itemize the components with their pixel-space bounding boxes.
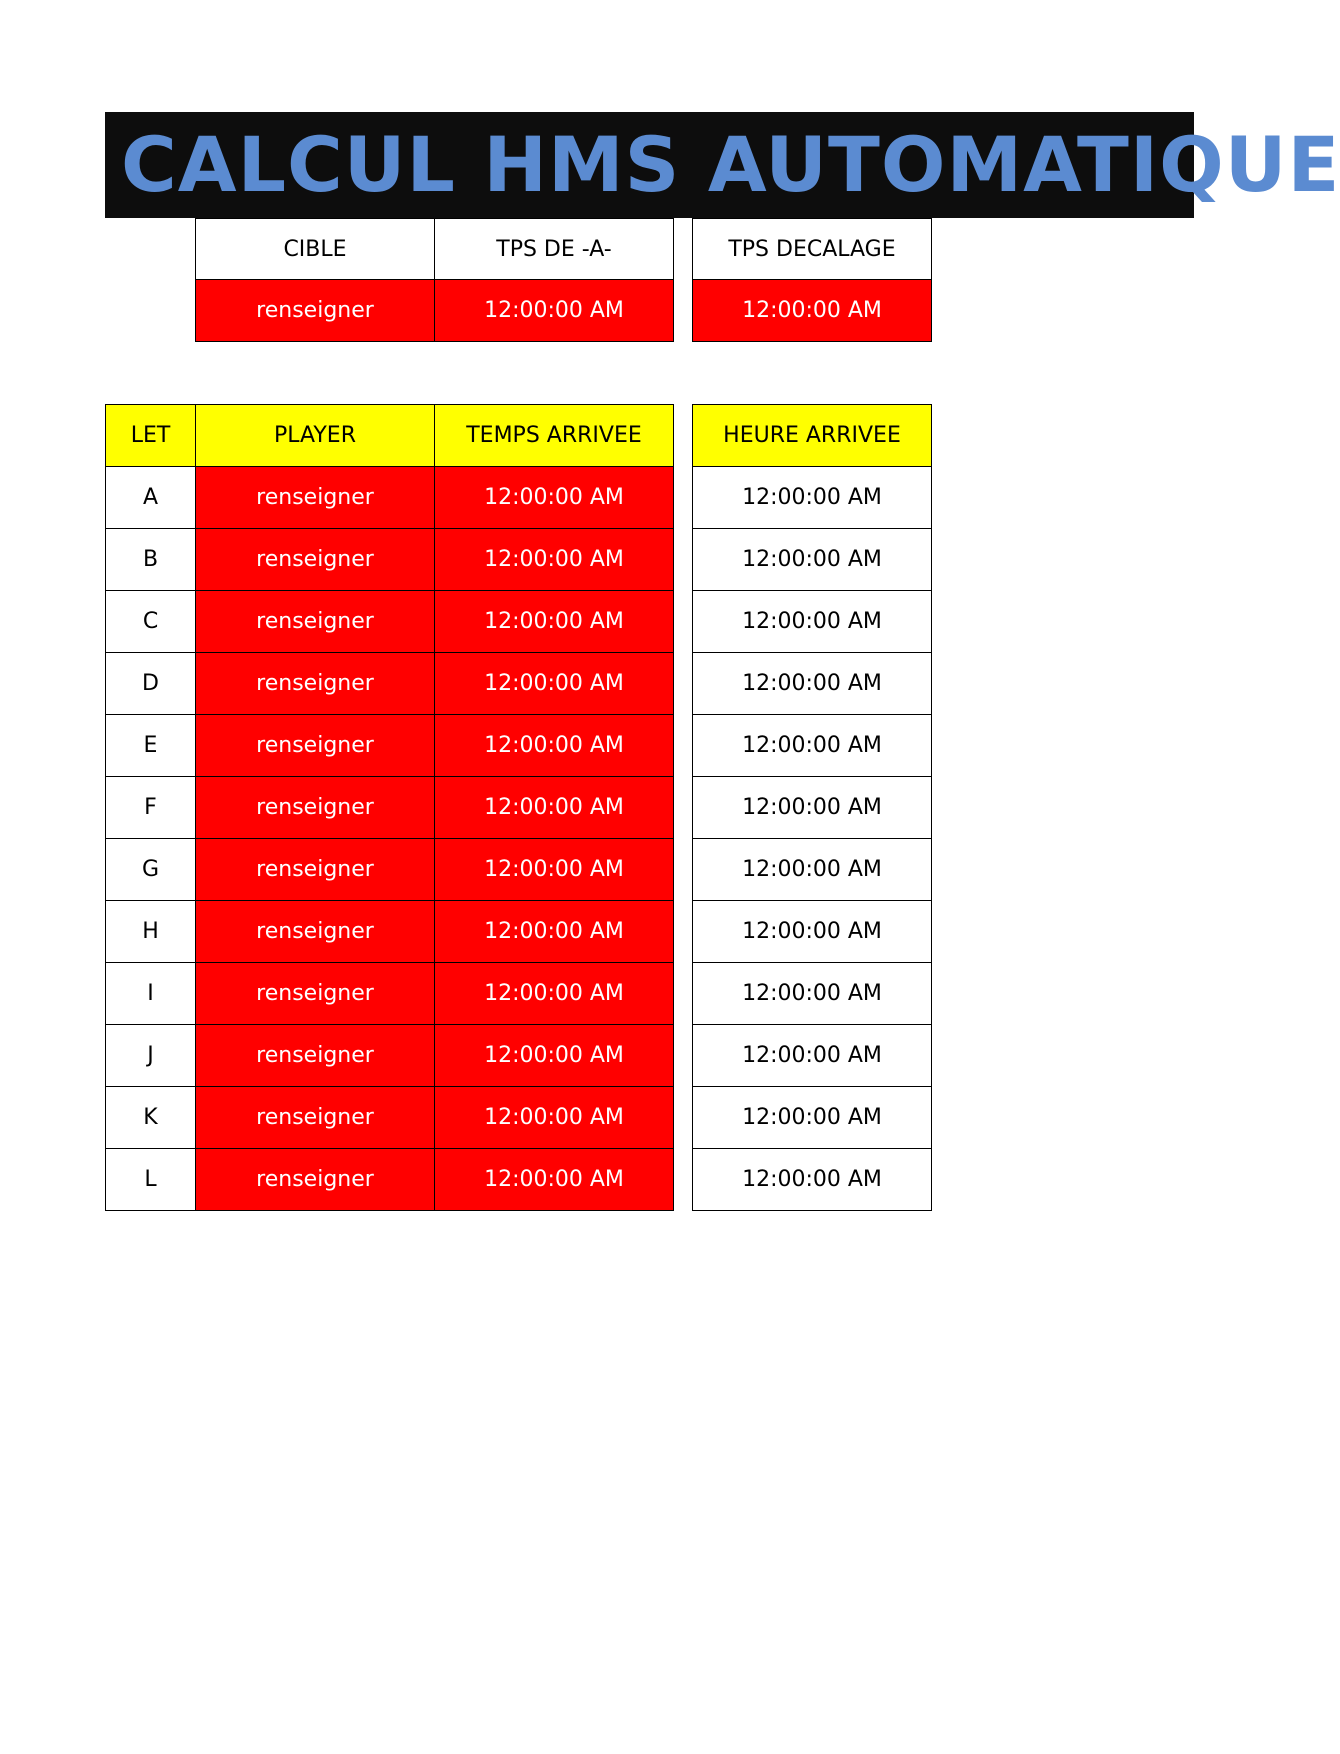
temps-arrivee-input[interactable]: 12:00:00 AM <box>434 838 674 901</box>
temps-arrivee-input[interactable]: 12:00:00 AM <box>434 528 674 591</box>
player-input[interactable]: renseigner <box>195 528 435 591</box>
temps-arrivee-input[interactable]: 12:00:00 AM <box>434 1024 674 1087</box>
tps-de-a-input[interactable]: 12:00:00 AM <box>434 279 674 342</box>
table-row-let: G <box>105 838 196 901</box>
player-input[interactable]: renseigner <box>195 1148 435 1211</box>
table-row-let: C <box>105 590 196 653</box>
table-row-let: B <box>105 528 196 591</box>
player-input[interactable]: renseigner <box>195 776 435 839</box>
header-cible: CIBLE <box>195 218 435 280</box>
page-title: CALCUL HMS AUTOMATIQUE <box>121 120 1340 209</box>
header-heure-arrivee: HEURE ARRIVEE <box>692 404 932 467</box>
table-row-let: D <box>105 652 196 715</box>
heure-arrivee-value: 12:00:00 AM <box>692 776 932 839</box>
heure-arrivee-value: 12:00:00 AM <box>692 1024 932 1087</box>
table-row-let: I <box>105 962 196 1025</box>
temps-arrivee-input[interactable]: 12:00:00 AM <box>434 466 674 529</box>
table-row-let: E <box>105 714 196 777</box>
table-row-let: H <box>105 900 196 963</box>
cible-input[interactable]: renseigner <box>195 279 435 342</box>
temps-arrivee-input[interactable]: 12:00:00 AM <box>434 590 674 653</box>
header-player: PLAYER <box>195 404 435 467</box>
player-input[interactable]: renseigner <box>195 838 435 901</box>
heure-arrivee-value: 12:00:00 AM <box>692 838 932 901</box>
heure-arrivee-value: 12:00:00 AM <box>692 652 932 715</box>
tps-decalage-input[interactable]: 12:00:00 AM <box>692 279 932 342</box>
player-input[interactable]: renseigner <box>195 1024 435 1087</box>
temps-arrivee-input[interactable]: 12:00:00 AM <box>434 962 674 1025</box>
temps-arrivee-input[interactable]: 12:00:00 AM <box>434 900 674 963</box>
temps-arrivee-input[interactable]: 12:00:00 AM <box>434 1148 674 1211</box>
table-row-let: K <box>105 1086 196 1149</box>
heure-arrivee-value: 12:00:00 AM <box>692 1148 932 1211</box>
header-temps-arrivee: TEMPS ARRIVEE <box>434 404 674 467</box>
heure-arrivee-value: 12:00:00 AM <box>692 714 932 777</box>
heure-arrivee-value: 12:00:00 AM <box>692 1086 932 1149</box>
header-let: LET <box>105 404 196 467</box>
heure-arrivee-value: 12:00:00 AM <box>692 590 932 653</box>
table-row-let: A <box>105 466 196 529</box>
table-row-let: J <box>105 1024 196 1087</box>
table-row-let: F <box>105 776 196 839</box>
temps-arrivee-input[interactable]: 12:00:00 AM <box>434 652 674 715</box>
header-tps-de-a: TPS DE -A- <box>434 218 674 280</box>
temps-arrivee-input[interactable]: 12:00:00 AM <box>434 1086 674 1149</box>
player-input[interactable]: renseigner <box>195 714 435 777</box>
heure-arrivee-value: 12:00:00 AM <box>692 900 932 963</box>
player-input[interactable]: renseigner <box>195 900 435 963</box>
heure-arrivee-value: 12:00:00 AM <box>692 528 932 591</box>
player-input[interactable]: renseigner <box>195 1086 435 1149</box>
player-input[interactable]: renseigner <box>195 590 435 653</box>
heure-arrivee-value: 12:00:00 AM <box>692 962 932 1025</box>
player-input[interactable]: renseigner <box>195 962 435 1025</box>
table-row-let: L <box>105 1148 196 1211</box>
player-input[interactable]: renseigner <box>195 652 435 715</box>
header-tps-decalage: TPS DECALAGE <box>692 218 932 280</box>
heure-arrivee-value: 12:00:00 AM <box>692 466 932 529</box>
temps-arrivee-input[interactable]: 12:00:00 AM <box>434 714 674 777</box>
temps-arrivee-input[interactable]: 12:00:00 AM <box>434 776 674 839</box>
player-input[interactable]: renseigner <box>195 466 435 529</box>
